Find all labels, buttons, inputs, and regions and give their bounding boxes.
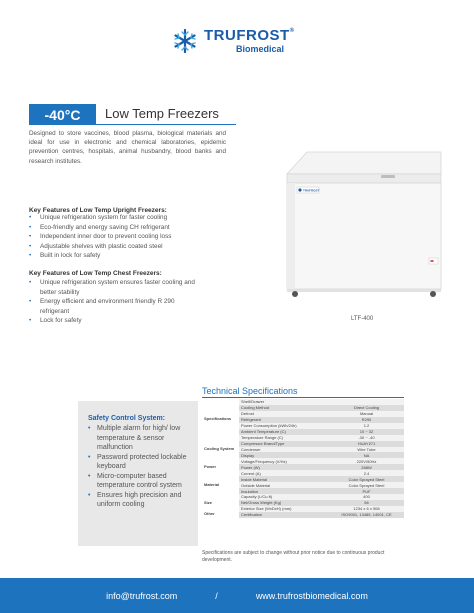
list-item: • Lock for safety [29,317,82,325]
spec-label: Defrost [239,411,329,417]
spec-label: Compressor Brand/Type [239,441,329,447]
spec-label: Ambient Temperature (C) [239,429,329,435]
list-item: • Ensures high precision and uniform cooling [88,491,182,508]
spec-table [202,399,404,518]
bullet-icon: • [29,242,32,250]
bullet-icon: • [88,425,91,432]
list-item: • Unique refrigeration system for faster cooling [29,214,168,221]
intro-paragraph: Designed to store vaccines, blood plasma, biological materials and ideal for use in electronic and chemical laboratories, epidemic prevention centres, hospitals, animal husbandry, blood banks and research institutes. [29,130,226,165]
spec-value: Direct Cooling [329,405,404,411]
safety-list [88,424,190,510]
spec-value: Color Sprayed Steel [329,482,404,488]
spec-label: Display [239,452,329,458]
spec-label: Cooling Method [239,405,329,411]
bullet-icon: • [29,233,32,241]
upright-features-list [29,213,204,261]
list-item: • Multiple alarm for high/ low temperature & sensor malfunction [88,425,181,451]
spec-label: Temperature Range (C) [239,435,329,441]
bullet-icon: • [29,279,32,286]
spec-label: Outside Material [239,482,329,488]
chest-features-list [29,278,204,326]
model-caption: LTF-400 [351,316,374,322]
spec-value: 288W [329,464,404,470]
spec-label: Refrigerant [239,417,329,423]
spec-label: Net/Gross Weight (Kg) [239,500,329,506]
bullet-icon: • [88,491,91,499]
list-item: • Energy efficient and environment friendly R 290 refrigerant [29,298,175,315]
safety-title: Safety Control System: [88,415,166,422]
list-item: • Built in lock for safety [29,252,101,260]
spec-divider [202,397,404,398]
safety-control-box [78,401,198,546]
upright-features-title: Key Features of Low Temp Upright Freezers: [29,207,167,214]
spec-value: Wire Tube [329,447,404,453]
spec-label: Capacity (L/Cu.ft) [239,494,329,500]
spec-label: Exterior Size (WxDxH) (mm) [239,506,329,512]
bullet-icon: • [29,317,32,325]
spec-label: Current (A) [239,470,329,476]
spec-group-label: Material [202,476,239,494]
spec-value: PUF [329,488,404,494]
bullet-icon: • [29,214,32,221]
table-row [202,512,404,518]
spec-label: Insulation [239,488,329,494]
spec-disclaimer: Specifications are subject to change without prior notice due to continuous product development. [202,550,385,563]
list-item: • Micro-computer based temperature control system [88,472,182,489]
spec-value: 1.2 [329,423,404,429]
spec-label: Voltage/Frequency (V/Hz) [239,458,329,464]
email-link[interactable]: info@trufrost.com [106,590,178,601]
spec-group-label: Other [202,512,239,518]
spec-group-label: Power [202,458,239,476]
spec-value: Manual [329,411,404,417]
footer-bar [0,578,474,613]
spec-group-label: Specifications [202,399,239,441]
spec-value: R290 [329,417,404,423]
brand-logo [172,26,312,56]
list-item: • Eco-friendly and energy saving CH refrigerant [29,223,170,231]
bullet-icon: • [29,223,32,231]
temperature-badge: -40°C [29,104,96,125]
list-item: • Adjustable shelves with plastic coated steel [29,242,163,250]
spec-label: Shelf/Drawer [239,399,329,405]
page-title: Low Temp Freezers [105,106,219,121]
spec-title: Technical Specifications [202,386,298,396]
website-link[interactable]: www.trufrostbiomedical.com [255,590,368,601]
spec-value: 400 [329,494,404,500]
bullet-icon: • [29,298,32,306]
spec-value: Color Sprayed Steel [329,476,404,482]
spec-label: Power Consumption (kWh/24h) [239,423,329,429]
spec-value: NA [329,452,404,458]
chest-freezer-image [279,146,449,298]
spec-value: -30 ~ -40 [329,435,404,441]
spec-value: 220V/50Hz [329,458,404,464]
chest-features-title: Key Features of Low Temp Chest Freezers: [29,270,162,277]
spec-label: Certification [239,512,329,518]
spec-group-label: Cooling System [202,441,239,459]
spec-value: 2.4 [329,470,404,476]
bullet-icon: • [29,252,32,260]
spec-value: 10 ~ 32 [329,429,404,435]
list-item: • Password protected lockable keyboard [88,453,187,470]
brand-subtitle: Biomedical [236,44,285,54]
spec-label: Power (W) [239,464,329,470]
title-divider [29,124,236,125]
spec-value: HUAYI/71 [329,441,404,447]
spec-value: 1234 x 6 x 908 [329,506,404,512]
spec-value: 56 [329,500,404,506]
bullet-icon: • [88,453,91,461]
footer-separator: / [215,590,218,601]
list-item: • Unique refrigeration system ensures faster cooling and better stability [29,279,195,296]
spec-label: Condenser [239,447,329,453]
brand-name: TRUFROST® [204,27,295,44]
bullet-icon: • [88,472,91,480]
spec-label: Inside Material [239,476,329,482]
list-item: • Independent inner door to prevent cooling loss [29,233,172,241]
snowflake-icon [172,28,198,54]
spec-group-label: Size [202,494,239,512]
spec-value: ISO9001, 13485, 14001, CE [329,512,404,518]
freezer-brand-label: TRUFROST [303,188,320,193]
